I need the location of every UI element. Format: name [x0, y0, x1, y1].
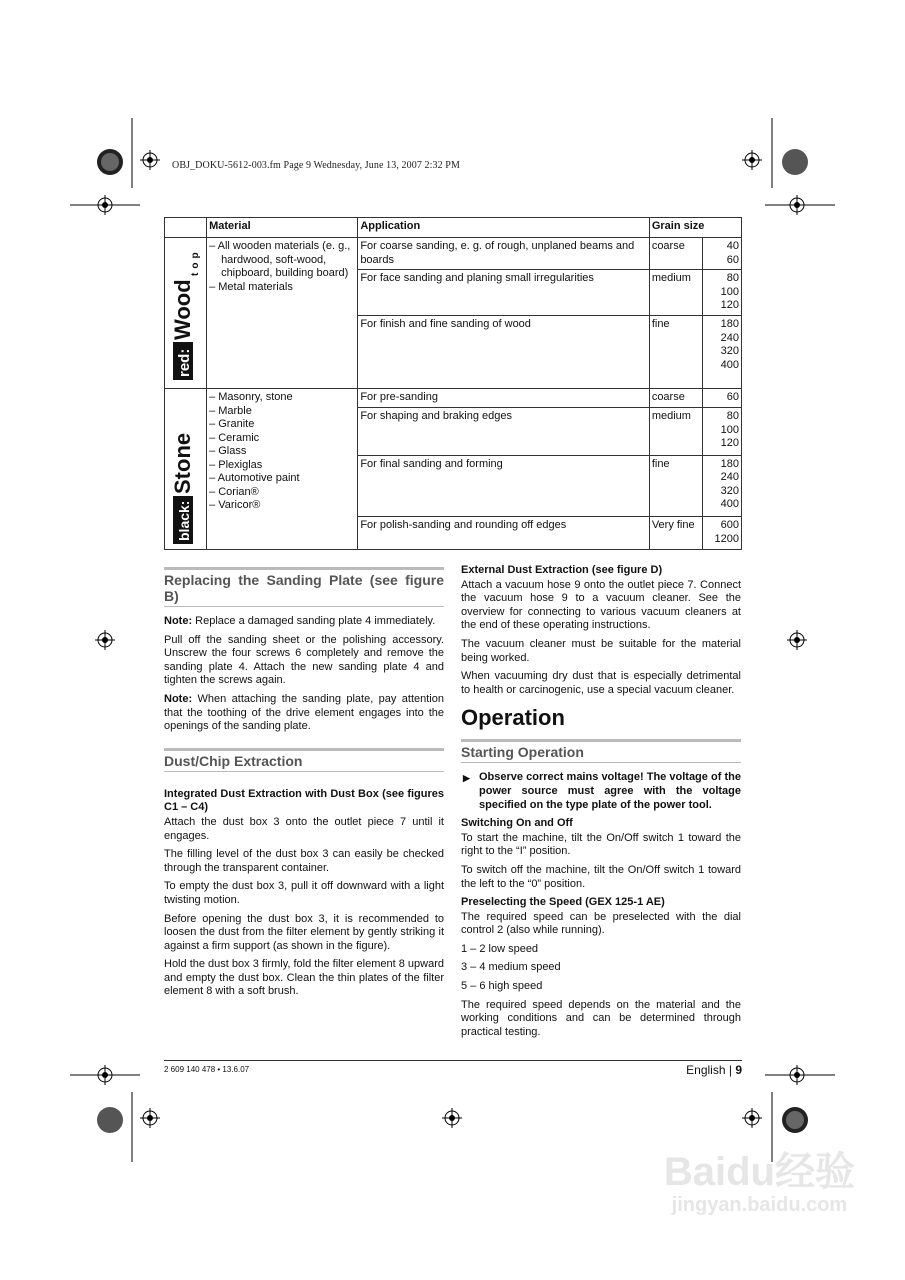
redwood-brand-red: red: [176, 348, 193, 377]
paragraph: When vacuuming dry dust that is especially detrimental to health or carcinogenic, use a special vacuum cleaner. [461, 670, 741, 696]
blackstone-brand-text: Stone [170, 432, 195, 494]
paragraph: To empty the dust box 3, pull it off downward with a light twisting motion. [164, 880, 444, 906]
integrated-heading: Integrated Dust Extraction with Dust Box (see figures C1 – C4) [164, 787, 444, 814]
redwood-brand-text: Wood [170, 279, 195, 340]
paragraph: The vacuum cleaner must be suitable for the material being worked. [461, 637, 741, 664]
paragraph: The required speed depends on the material and the working conditions and can be determined through practical testing. [461, 998, 741, 1038]
table-row: For finish and fine sanding of wood fine 180 240 320 400 [165, 316, 742, 389]
left-column [164, 567, 444, 1004]
redwood-top-text: top [190, 248, 201, 276]
speed-level: 1 – 2 low speed [461, 942, 539, 955]
replace-paragraph: Pull off the sanding sheet or the polishing accessory. Unscrew the four screws 6 completely and remove the sanding plate 4. Attach the new sanding plate 4 and tighten the screws again. [164, 633, 444, 687]
col-application: Application [358, 218, 650, 238]
col-material: Material [207, 218, 358, 238]
wood-materials: – All wooden materials (e. g., hardwood, soft-wood, chipboard, building board) – Metal materials [207, 238, 358, 389]
speed-heading: Preselecting the Speed (GEX 125-1 AE) [461, 896, 665, 909]
note-2: Note: When attaching the sanding plate, pay attention that the toothing of the drive element engages into the openings of the sanding plate. [164, 692, 444, 733]
watermark-brand: Baidu经验 [663, 1150, 855, 1194]
blackstone-logo [165, 389, 207, 550]
bullet-triangle-icon: ▶ [463, 773, 470, 784]
table-row: For shaping and braking edges medium 80 100 120 [165, 408, 742, 455]
paragraph: To start the machine, tilt the On/Off switch 1 toward the right to the “I” position. [461, 831, 741, 858]
paragraph: Hold the dust box 3 firmly, fold the filter element 8 upward and empty the dust box. Clean the thin plates of the filter element 8 with a soft brush. [164, 958, 444, 998]
right-column [461, 564, 741, 1044]
replace-plate-heading: Replacing the Sanding Plate (see figure B) [164, 567, 444, 607]
paragraph: Attach a vacuum hose 9 onto the outlet piece 7. Connect the vacuum hose 9 to a vacuum cleaner. See the overview for connecting to various vacuum cleaners at the end of these operating instructions. [461, 578, 741, 632]
switch-heading: Switching On and Off [461, 817, 573, 830]
operation-heading: Operation [461, 705, 565, 731]
table-header-row [165, 218, 742, 238]
page-footer [164, 1060, 742, 1081]
table-row: For final sanding and forming fine 180 240 320 400 [165, 455, 742, 517]
file-header: OBJ_DOKU-5612-003.fm Page 9 Wednesday, June 13, 2007 2:32 PM [172, 160, 460, 171]
dust-extraction-heading: Dust/Chip Extraction [164, 748, 444, 772]
grit-table [164, 217, 742, 550]
paragraph: The filling level of the dust box 3 can easily be checked through the transparent container. [164, 848, 444, 874]
watermark [664, 1150, 855, 1217]
speed-level: 3 – 4 medium speed [461, 961, 561, 974]
paragraph: The required speed can be preselected with the dial control 2 (also while running). [461, 910, 741, 937]
table-row: red: Wood top – All wooden materials (e. g., hardwood, soft-wood, chipboard, building board) – Metal materials For coarse sanding, e. g. of rough, unplaned beams and boards coarse 40 60 [165, 238, 742, 270]
voltage-warning: ▶ Observe correct mains voltage! The voltage of the power source must agree with the voltage specified on the type plate of the power tool. [463, 771, 741, 811]
blackstone-brand-black: black: [176, 500, 192, 541]
table-row: For polish-sanding and rounding off edges Very fine 600 1200 [165, 517, 742, 550]
page-label: English | 9 [686, 1063, 742, 1077]
starting-heading: Starting Operation [461, 739, 741, 763]
col-grain: Grain size [649, 218, 741, 238]
external-heading: External Dust Extraction (see figure D) [461, 564, 663, 576]
speed-level: 5 – 6 high speed [461, 980, 543, 993]
stone-materials: – Masonry, stone – Marble – Granite – Ceramic – Glass – Plexiglas – Automotive paint – Corian® – Varicor® [207, 389, 358, 550]
table-row: black: Stone – Masonry, stone – Marble – Granite – Ceramic – Glass – Plexiglas – Automotive paint – Corian® – Varicor® For pre-sanding coarse 60 [165, 389, 742, 408]
redwood-logo [165, 238, 207, 389]
doc-code: 2 609 140 478 • 13.6.07 [164, 1065, 250, 1074]
paragraph: To switch off the machine, tilt the On/Off switch 1 toward the left to the “0” position. [461, 863, 741, 890]
paragraph: Attach the dust box 3 onto the outlet piece 7 until it engages. [164, 815, 444, 842]
table-row: For face sanding and planing small irregularities medium 80 100 120 [165, 270, 742, 316]
watermark-url: jingyan.baidu.com [671, 1194, 848, 1216]
paragraph: Before opening the dust box 3, it is recommended to loosen the dust from the filter element by gently striking it against a firm support (as shown in the figure). [164, 912, 444, 952]
note-1: Note: Replace a damaged sanding plate 4 immediately. [164, 615, 436, 627]
